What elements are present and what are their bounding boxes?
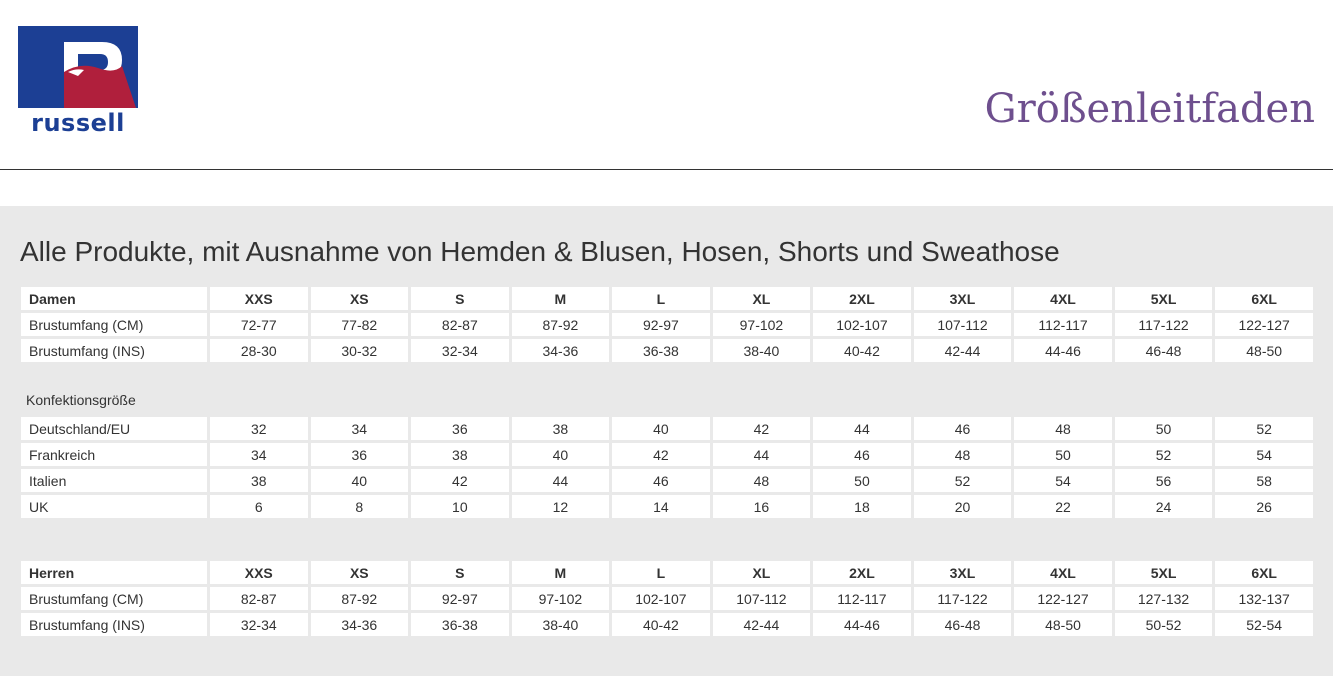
table-cell: 22 <box>1014 495 1112 518</box>
table-row <box>21 587 1313 610</box>
page-title: Größenleitfaden <box>984 86 1315 132</box>
row-label: UK <box>21 495 207 518</box>
table-cell: 52 <box>914 469 1012 492</box>
brand-wordmark: russell <box>31 109 125 137</box>
table-row <box>21 443 1313 466</box>
table-cell: 48-50 <box>1215 339 1313 362</box>
row-label: Brustumfang (CM) <box>21 587 207 610</box>
table-cell: 46-48 <box>914 613 1012 636</box>
table-cell: 32 <box>210 417 308 440</box>
table-header-row <box>21 561 1313 584</box>
table-cell: 48 <box>1014 417 1112 440</box>
row-label: Italien <box>21 469 207 492</box>
table-cell: 97-102 <box>713 313 811 336</box>
size-header: XL <box>713 561 811 584</box>
konfektion-size-table <box>18 414 1316 521</box>
table-cell: 40-42 <box>813 339 911 362</box>
table-cell: 36 <box>411 417 509 440</box>
table-cell: 34-36 <box>512 339 610 362</box>
section-title: Alle Produkte, mit Ausnahme von Hemden & Blusen, Hosen, Shorts und Sweathose <box>20 236 1060 267</box>
table-cell: 16 <box>713 495 811 518</box>
table-cell: 122-127 <box>1215 313 1313 336</box>
table-cell: 58 <box>1215 469 1313 492</box>
table-cell: 102-107 <box>612 587 710 610</box>
table-cell: 40 <box>311 469 409 492</box>
damen-label: Damen <box>21 287 207 310</box>
table-cell: 24 <box>1115 495 1213 518</box>
table-cell: 42 <box>713 417 811 440</box>
table-cell: 52-54 <box>1215 613 1313 636</box>
table-cell: 38-40 <box>512 613 610 636</box>
table-cell: 46-48 <box>1115 339 1213 362</box>
table-cell: 82-87 <box>210 587 308 610</box>
table-cell: 50-52 <box>1115 613 1213 636</box>
table-cell: 18 <box>813 495 911 518</box>
table-cell: 112-117 <box>813 587 911 610</box>
table-cell: 117-122 <box>1115 313 1213 336</box>
size-header: 3XL <box>914 561 1012 584</box>
table-cell: 44-46 <box>813 613 911 636</box>
table-cell: 107-112 <box>713 587 811 610</box>
table-cell: 72-77 <box>210 313 308 336</box>
table-cell: 44-46 <box>1014 339 1112 362</box>
row-label: Brustumfang (INS) <box>21 339 207 362</box>
table-cell: 38 <box>210 469 308 492</box>
size-header: L <box>612 561 710 584</box>
table-cell: 36-38 <box>411 613 509 636</box>
size-header: XXS <box>210 287 308 310</box>
table-cell: 6 <box>210 495 308 518</box>
table-cell: 44 <box>713 443 811 466</box>
table-cell: 52 <box>1215 417 1313 440</box>
table-cell: 34 <box>210 443 308 466</box>
row-label: Brustumfang (CM) <box>21 313 207 336</box>
table-cell: 8 <box>311 495 409 518</box>
table-cell: 87-92 <box>512 313 610 336</box>
table-cell: 40 <box>512 443 610 466</box>
size-header: L <box>612 287 710 310</box>
size-header: XS <box>311 561 409 584</box>
table-row <box>21 469 1313 492</box>
table-cell: 50 <box>813 469 911 492</box>
table-cell: 34 <box>311 417 409 440</box>
table-cell: 32-34 <box>210 613 308 636</box>
table-cell: 44 <box>813 417 911 440</box>
table-cell: 20 <box>914 495 1012 518</box>
table-cell: 42 <box>411 469 509 492</box>
table-cell: 26 <box>1215 495 1313 518</box>
russell-logo <box>18 26 138 136</box>
table-cell: 12 <box>512 495 610 518</box>
table-cell: 102-107 <box>813 313 911 336</box>
table-cell: 107-112 <box>914 313 1012 336</box>
table-row <box>21 313 1313 336</box>
table-cell: 97-102 <box>512 587 610 610</box>
damen-size-table <box>18 284 1316 365</box>
table-cell: 48 <box>914 443 1012 466</box>
table-cell: 40 <box>612 417 710 440</box>
size-header: 2XL <box>813 561 911 584</box>
size-header: M <box>512 561 610 584</box>
table-cell: 36-38 <box>612 339 710 362</box>
size-header: 5XL <box>1115 561 1213 584</box>
table-cell: 87-92 <box>311 587 409 610</box>
table-cell: 117-122 <box>914 587 1012 610</box>
table-cell: 28-30 <box>210 339 308 362</box>
size-header: XS <box>311 287 409 310</box>
table-cell: 46 <box>813 443 911 466</box>
table-cell: 46 <box>914 417 1012 440</box>
page-header <box>0 0 1333 170</box>
row-label: Brustumfang (INS) <box>21 613 207 636</box>
header-divider <box>0 169 1333 170</box>
table-cell: 122-127 <box>1014 587 1112 610</box>
table-row <box>21 495 1313 518</box>
size-header: S <box>411 561 509 584</box>
size-header: XXS <box>210 561 308 584</box>
table-cell: 132-137 <box>1215 587 1313 610</box>
size-header: 4XL <box>1014 561 1112 584</box>
table-cell: 50 <box>1115 417 1213 440</box>
herren-size-table <box>18 558 1316 639</box>
table-cell: 52 <box>1115 443 1213 466</box>
table-cell: 32-34 <box>411 339 509 362</box>
table-cell: 10 <box>411 495 509 518</box>
size-header: 4XL <box>1014 287 1112 310</box>
table-cell: 42 <box>612 443 710 466</box>
table-cell: 48 <box>713 469 811 492</box>
table-cell: 56 <box>1115 469 1213 492</box>
herren-label: Herren <box>21 561 207 584</box>
size-header: 3XL <box>914 287 1012 310</box>
size-header: 5XL <box>1115 287 1213 310</box>
table-cell: 36 <box>311 443 409 466</box>
russell-eagle-r-icon <box>18 26 138 108</box>
table-cell: 38 <box>512 417 610 440</box>
table-cell: 54 <box>1014 469 1112 492</box>
row-label: Deutschland/EU <box>21 417 207 440</box>
table-row <box>21 613 1313 636</box>
table-row <box>21 339 1313 362</box>
table-cell: 92-97 <box>612 313 710 336</box>
table-header-row <box>21 287 1313 310</box>
table-cell: 77-82 <box>311 313 409 336</box>
table-cell: 46 <box>612 469 710 492</box>
table-row <box>21 417 1313 440</box>
table-cell: 54 <box>1215 443 1313 466</box>
table-cell: 38 <box>411 443 509 466</box>
table-cell: 44 <box>512 469 610 492</box>
table-cell: 127-132 <box>1115 587 1213 610</box>
table-cell: 48-50 <box>1014 613 1112 636</box>
table-cell: 40-42 <box>612 613 710 636</box>
size-header: 2XL <box>813 287 911 310</box>
table-cell: 42-44 <box>914 339 1012 362</box>
table-cell: 34-36 <box>311 613 409 636</box>
table-cell: 92-97 <box>411 587 509 610</box>
row-label: Frankreich <box>21 443 207 466</box>
table-cell: 38-40 <box>713 339 811 362</box>
table-cell: 82-87 <box>411 313 509 336</box>
table-cell: 30-32 <box>311 339 409 362</box>
table-cell: 14 <box>612 495 710 518</box>
size-header: M <box>512 287 610 310</box>
size-header: XL <box>713 287 811 310</box>
size-header: 6XL <box>1215 561 1313 584</box>
table-cell: 50 <box>1014 443 1112 466</box>
konfektion-label: Konfektionsgröße <box>26 392 136 408</box>
table-cell: 42-44 <box>713 613 811 636</box>
size-header: 6XL <box>1215 287 1313 310</box>
size-header: S <box>411 287 509 310</box>
table-cell: 112-117 <box>1014 313 1112 336</box>
